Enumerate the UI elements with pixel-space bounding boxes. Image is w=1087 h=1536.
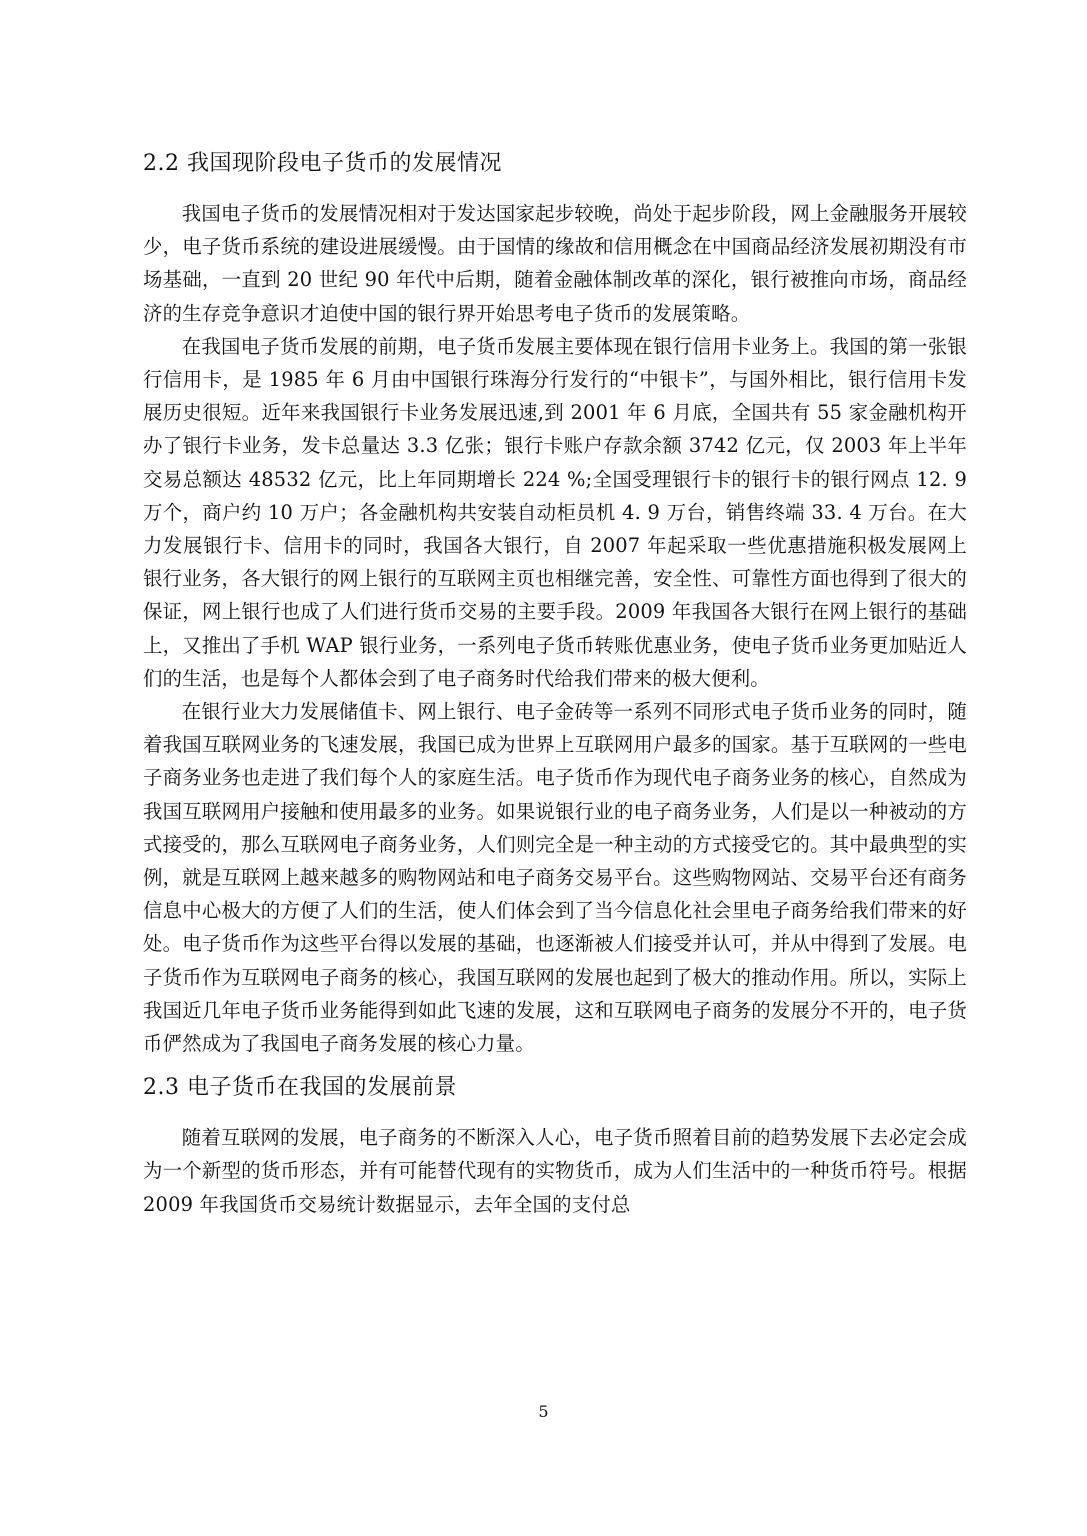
page-number: 5 xyxy=(538,1402,549,1421)
paragraph: 随着互联网的发展，电子商务的不断深入人心，电子货币照着目前的趋势发展下去必定会成为一个新型的货币形态，并有可能替代现有的实物货币，成为人们生活中的一种货币符号。根据 2009 年我国货币交易统计数据显示，去年全国的支付总 xyxy=(143,1126,967,1216)
page-body xyxy=(143,146,967,1221)
paragraph: 在银行业大力发展储值卡、网上银行、电子金砖等一系列不同形式电子货币业务的同时，随着我国互联网业务的飞速发展，我国已成为世界上互联网用户最多的国家。基于互联网的一些电子商务业务也走进了我们每个人的家庭生活。电子货币作为现代电子商务业务的核心，自然成为我国互联网用户接触和使用最多的业务。如果说银行业的电子商务业务，人们是以一种被动的方式接受的，那么互联网电子商务业务，人们则完全是一种主动的方式接受它的。其中最典型的实例，就是互联网上越来越多的购物网站和电子商务交易平台。这些购物网站、交易平台还有商务信息中心极大的方便了人们的生活，使人们体会到了当今信息化社会里电子商务给我们带来的好处。电子货币作为这些平台得以发展的基础，也逐渐被人们接受并认可，并从中得到了发展。电子货币作为互联网电子商务的核心，我国互联网的发展也起到了极大的推动作用。所以，实际上我国近几年电子货币业务能得到如此飞速的发展，这和互联网电子商务的发展分不开的，电子货币俨然成为了我国电子商务发展的核心力量。 xyxy=(143,700,967,1056)
paragraph: 我国电子货币的发展情况相对于发达国家起步较晚，尚处于起步阶段，网上金融服务开展较少，电子货币系统的建设进展缓慢。由于国情的缘故和信用概念在中国商品经济发展初期没有市场基础，一直到 20 世纪 90 年代中后期，随着金融体制改革的深化，银行被推向市场，商品经济的生存竞争意识才迫使中国的银行界开始思考电子货币的发展策略。 xyxy=(143,202,967,325)
paragraph: 在我国电子货币发展的前期，电子货币发展主要体现在银行信用卡业务上。我国的第一张银行信用卡，是 1985 年 6 月由中国银行珠海分行发行的“中银卡”，与国外相比，银行信用卡发展历史很短。近年来我国银行卡业务发展迅速,到 2001 年 6 月底，全国共有 55 家金融机构开办了银行卡业务，发卡总量达 3.3 亿张；银行卡账户存款余额 3742 亿元，仅 2003 年上半年交易总额达 48532 亿元，比上年同期增长 224 %;全国受理银行卡的银行卡的银行网点 12. 9 万个，商户约 10 万户；各金融机构共安装自动柜员机 4. 9 万台，销售终端 33. 4 万台。在大力发展银行卡、信用卡的同时，我国各大银行，自 2007 年起采取一些优惠措施积极发展网上银行业务，各大银行的网上银行的互联网主页也相继完善，安全性、可靠性方面也得到了很大的保证，网上银行也成了人们进行货币交易的主要手段。2009 年我国各大银行在网上银行的基础上，又推出了手机 WAP 银行业务，一系列电子货币转账优惠业务，使电子货币业务更加贴近人们的生活，也是每个人都体会到了电子商务时代给我们带来的极大便利。 xyxy=(143,334,967,690)
section-heading-2-2: 2.2 我国现阶段电子货币的发展情况 xyxy=(143,151,502,176)
section-heading-2-3: 2.3 电子货币在我国的发展前景 xyxy=(143,1075,457,1101)
